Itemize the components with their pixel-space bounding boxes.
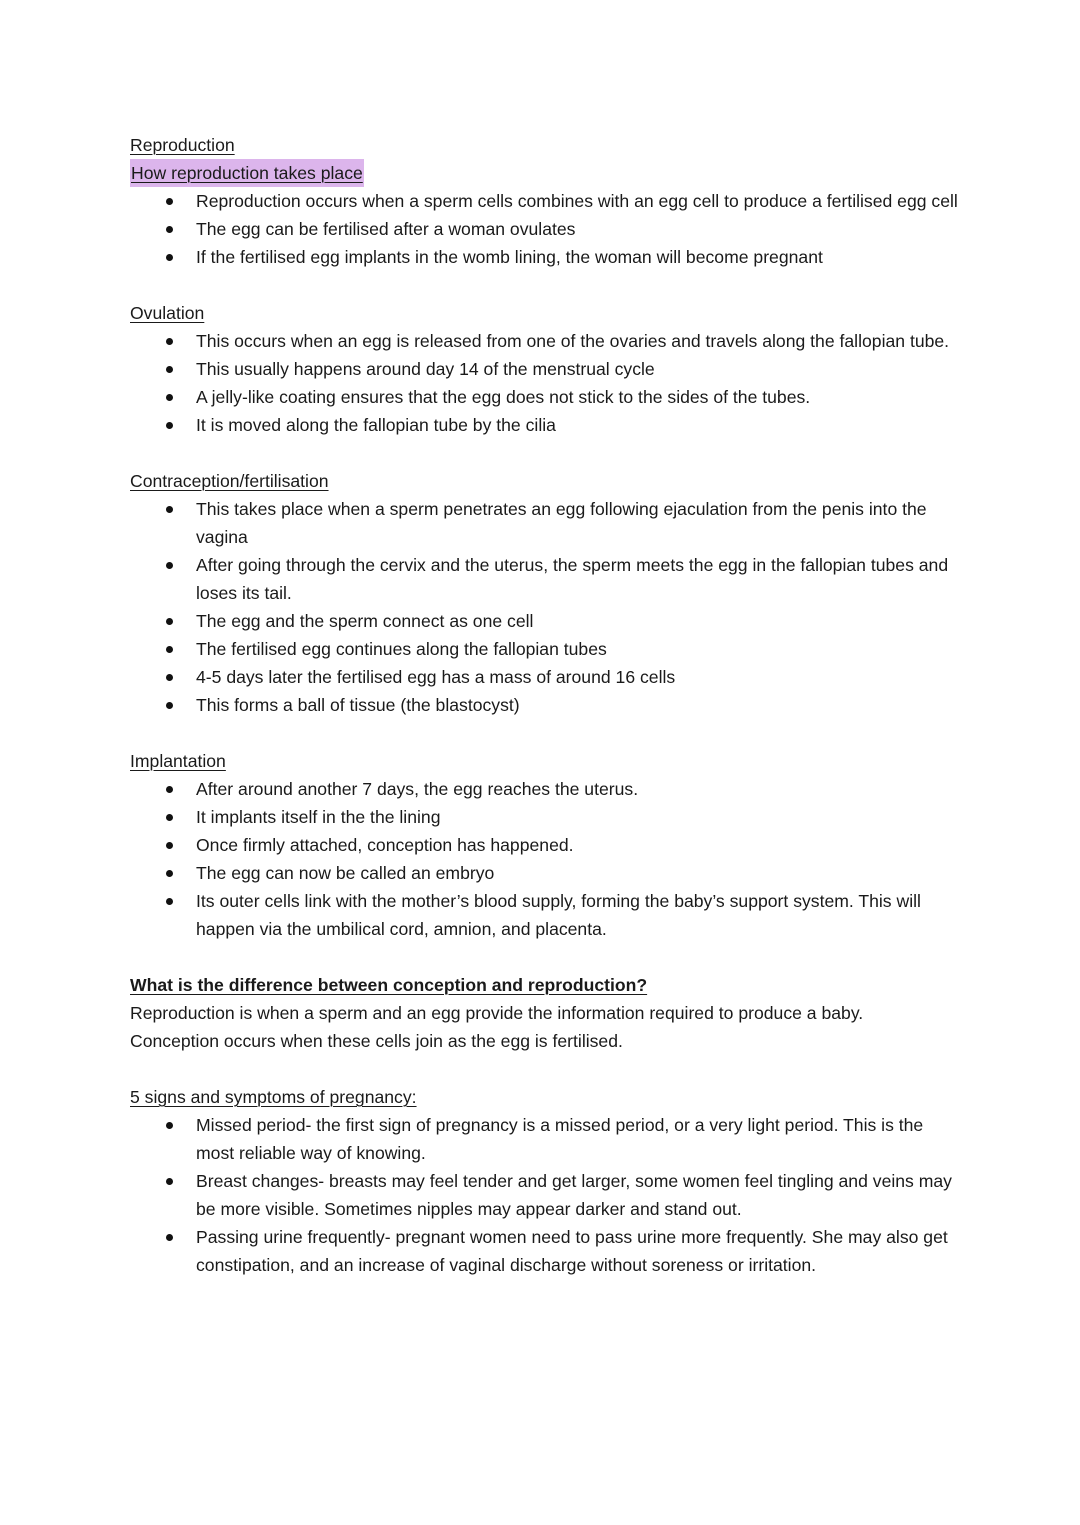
list-item — [130, 803, 960, 831]
list-item-text: It implants itself in the the lining — [196, 807, 441, 827]
bullet-list — [130, 187, 960, 271]
list-item — [130, 243, 960, 271]
bullet-list — [130, 1111, 960, 1279]
list-item-text: This forms a ball of tissue (the blastocyst) — [196, 695, 520, 715]
list-item-text: Its outer cells link with the mother’s blood supply, forming the baby’s support system. This will happen via the umbilical cord, amnion, and placenta. — [196, 891, 921, 939]
list-item-text: Passing urine frequently- pregnant women need to pass urine more frequently. She may also get constipation, and an increase of vaginal discharge without soreness or irritation. — [196, 1227, 948, 1275]
spacer — [130, 943, 960, 971]
bullet-list — [130, 775, 960, 943]
list-item — [130, 887, 960, 943]
bullet-icon — [166, 338, 173, 345]
list-item-text: If the fertilised egg implants in the womb lining, the woman will become pregnant — [196, 247, 823, 267]
bullet-icon — [166, 394, 173, 401]
bullet-icon — [166, 422, 173, 429]
section-implantation — [130, 747, 960, 943]
bullet-icon — [166, 1234, 173, 1241]
list-item-text: This takes place when a sperm penetrates an egg following ejaculation from the penis into the vagina — [196, 499, 927, 547]
bullet-icon — [166, 366, 173, 373]
list-item — [130, 1223, 960, 1279]
list-item-text: Missed period- the first sign of pregnancy is a missed period, or a very light period. This is the most reliable way of knowing. — [196, 1115, 924, 1163]
list-item — [130, 607, 960, 635]
bullet-icon — [166, 898, 173, 905]
bullet-icon — [166, 814, 173, 821]
section-symptoms — [130, 1083, 960, 1279]
list-item — [130, 215, 960, 243]
bullet-icon — [166, 702, 173, 709]
section-heading-implantation: Implantation — [130, 751, 226, 771]
list-item-text: This occurs when an egg is released from one of the ovaries and travels along the fallopian tube. — [196, 331, 950, 351]
list-item — [130, 775, 960, 803]
bullet-icon — [166, 562, 173, 569]
list-item — [130, 831, 960, 859]
section-heading-difference: What is the difference between conception and reproduction? — [130, 975, 648, 995]
bullet-icon — [166, 618, 173, 625]
list-item — [130, 411, 960, 439]
list-item — [130, 383, 960, 411]
section-fertilisation — [130, 467, 960, 719]
section-heading-how-reproduction: How reproduction takes place — [130, 159, 364, 187]
list-item-text: The fertilised egg continues along the fallopian tubes — [196, 639, 607, 659]
bullet-icon — [166, 506, 173, 513]
list-item-text: It is moved along the fallopian tube by the cilia — [196, 415, 556, 435]
list-item — [130, 635, 960, 663]
list-item-text: Reproduction occurs when a sperm cells combines with an egg cell to produce a fertilised egg cell — [196, 191, 958, 211]
bullet-icon — [166, 870, 173, 877]
section-difference — [130, 971, 960, 1055]
section-how-reproduction — [130, 159, 960, 271]
bullet-list — [130, 495, 960, 719]
section-heading-fertilisation: Contraception/fertilisation — [130, 471, 329, 491]
bullet-icon — [166, 226, 173, 233]
list-item — [130, 327, 960, 355]
list-item — [130, 495, 960, 551]
list-item — [130, 355, 960, 383]
spacer — [130, 1055, 960, 1083]
list-item-text: The egg can now be called an embryo — [196, 863, 495, 883]
list-item — [130, 663, 960, 691]
list-item-text: The egg can be fertilised after a woman ovulates — [196, 219, 576, 239]
bullet-icon — [166, 1122, 173, 1129]
spacer — [130, 271, 960, 299]
list-item-text: 4-5 days later the fertilised egg has a mass of around 16 cells — [196, 667, 676, 687]
bullet-icon — [166, 646, 173, 653]
list-item-text: Breast changes- breasts may feel tender and get larger, some women feel tingling and veins may be more visible. Sometimes nipples may appear darker and stand out. — [196, 1171, 952, 1219]
bullet-icon — [166, 842, 173, 849]
page-title: Reproduction — [130, 135, 235, 155]
spacer — [130, 439, 960, 467]
difference-line-reproduction: Reproduction is when a sperm and an egg provide the information required to produce a baby. — [130, 1003, 864, 1023]
bullet-icon — [166, 198, 173, 205]
list-item — [130, 859, 960, 887]
list-item — [130, 1111, 960, 1167]
list-item-text: After around another 7 days, the egg reaches the uterus. — [196, 779, 639, 799]
list-item-text: This usually happens around day 14 of the menstrual cycle — [196, 359, 655, 379]
list-item — [130, 691, 960, 719]
bullet-icon — [166, 1178, 173, 1185]
section-heading-symptoms: 5 signs and symptoms of pregnancy: — [130, 1087, 417, 1107]
list-item-text: Once firmly attached, conception has happened. — [196, 835, 574, 855]
bullet-icon — [166, 674, 173, 681]
list-item — [130, 551, 960, 607]
list-item-text: The egg and the sperm connect as one cell — [196, 611, 534, 631]
list-item-text: A jelly-like coating ensures that the egg does not stick to the sides of the tubes. — [196, 387, 811, 407]
section-ovulation — [130, 299, 960, 439]
difference-line-conception: Conception occurs when these cells join as the egg is fertilised. — [130, 1031, 623, 1051]
document-content — [130, 131, 960, 1279]
list-item-text: After going through the cervix and the uterus, the sperm meets the egg in the fallopian tubes and loses its tail. — [196, 555, 949, 603]
list-item — [130, 1167, 960, 1223]
list-item — [130, 187, 960, 215]
bullet-icon — [166, 786, 173, 793]
bullet-list — [130, 327, 960, 439]
bullet-icon — [166, 254, 173, 261]
spacer — [130, 719, 960, 747]
section-heading-ovulation: Ovulation — [130, 303, 205, 323]
